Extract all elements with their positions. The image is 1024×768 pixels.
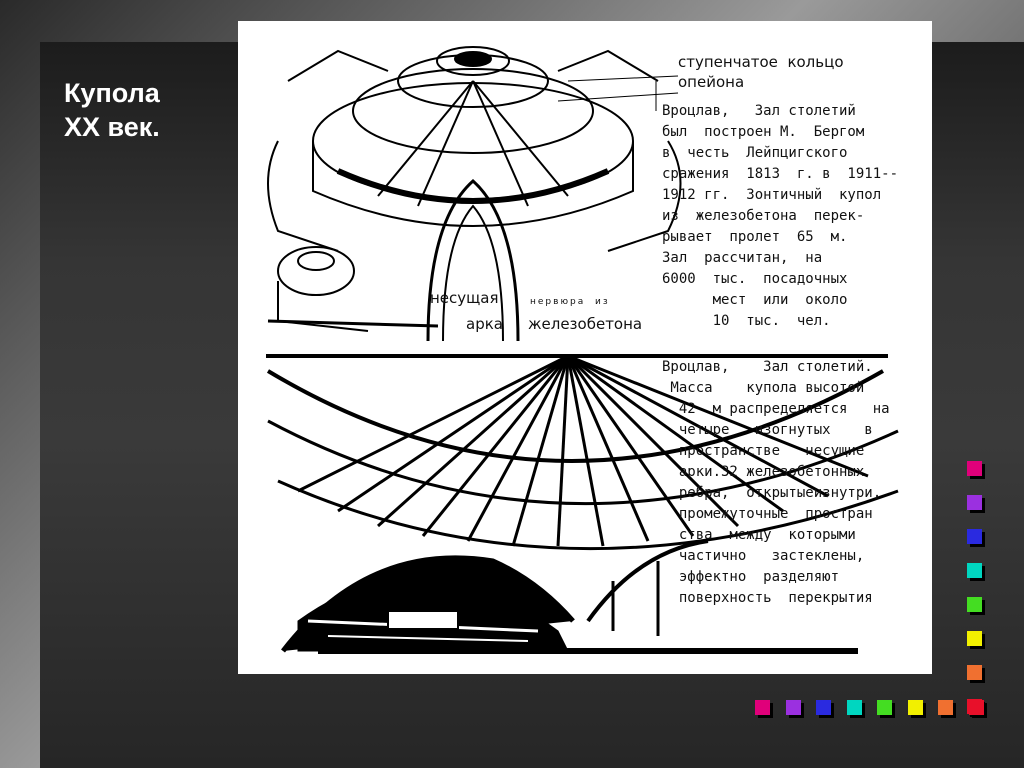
decor-square xyxy=(786,700,801,715)
arch-label-line-1: несущая xyxy=(430,289,499,307)
lower-text-line: Масса купола высотой xyxy=(662,380,865,396)
decor-square xyxy=(877,700,892,715)
lower-text-line: Вроцлав, Зал столетий. xyxy=(662,359,873,375)
lower-text-line: ребра, открытыеизнутри, xyxy=(662,485,882,501)
title-line-1: Купола xyxy=(64,78,160,108)
upper-text-line: 6000 тыс. посадочных xyxy=(662,271,848,287)
decor-square xyxy=(969,700,984,715)
decor-square xyxy=(967,563,982,578)
decor-square xyxy=(755,700,770,715)
lower-text-line: ства между которыми xyxy=(662,527,856,543)
upper-text-line: мест или около xyxy=(662,292,848,308)
decor-square xyxy=(938,700,953,715)
decor-square xyxy=(967,631,982,646)
arch-label-line-2: арка xyxy=(466,315,503,333)
upper-text-line: из железобетона перек- xyxy=(662,208,865,224)
upper-text-line: Вроцлав, Зал столетий xyxy=(662,103,856,119)
rib-label-line-2: железобетона xyxy=(528,315,643,333)
upper-text-line: сражения 1813 г. в 1911-- xyxy=(662,166,899,182)
decor-square xyxy=(816,700,831,715)
lower-description xyxy=(662,357,890,609)
decor-square xyxy=(967,495,982,510)
rib-label-line-1: нервюра из xyxy=(530,297,610,307)
lower-text-line: четыре изогнутых в xyxy=(662,422,873,438)
slide-title xyxy=(64,76,234,144)
lower-text-line: арки.32 железобетонных xyxy=(662,464,865,480)
lower-text-line: пространстве несущие xyxy=(662,443,865,459)
decor-square xyxy=(967,461,982,476)
upper-text-line: в честь Лейпцигского xyxy=(662,145,848,161)
lower-text-line: эффектно разделяют xyxy=(662,569,840,585)
lower-text-line: 42 м распределяется на xyxy=(662,401,890,417)
upper-text-line: рывает пролет 65 м. xyxy=(662,229,848,245)
decor-square xyxy=(847,700,862,715)
decor-square xyxy=(908,700,923,715)
lower-text-line: частично застеклены, xyxy=(662,548,865,564)
upper-text-line: 1912 гг. Зонтичный купол xyxy=(662,187,882,203)
decor-square xyxy=(967,597,982,612)
ring-label-line-2: опейона xyxy=(678,73,745,91)
upper-description xyxy=(662,101,898,332)
ring-label-line-1: ступенчатое кольцо xyxy=(678,53,844,71)
decor-square xyxy=(967,529,982,544)
dome-illustration xyxy=(238,21,932,674)
upper-text-line: 10 тыс. чел. xyxy=(662,313,831,329)
upper-text-line: был построен М. Бергом xyxy=(662,124,865,140)
lower-text-line: промежуточные простран xyxy=(662,506,873,522)
decor-square xyxy=(967,665,982,680)
title-line-2: XX век. xyxy=(64,112,160,142)
lower-text-line: поверхность перекрытия xyxy=(662,590,873,606)
upper-text-line: Зал рассчитан, на xyxy=(662,250,823,266)
